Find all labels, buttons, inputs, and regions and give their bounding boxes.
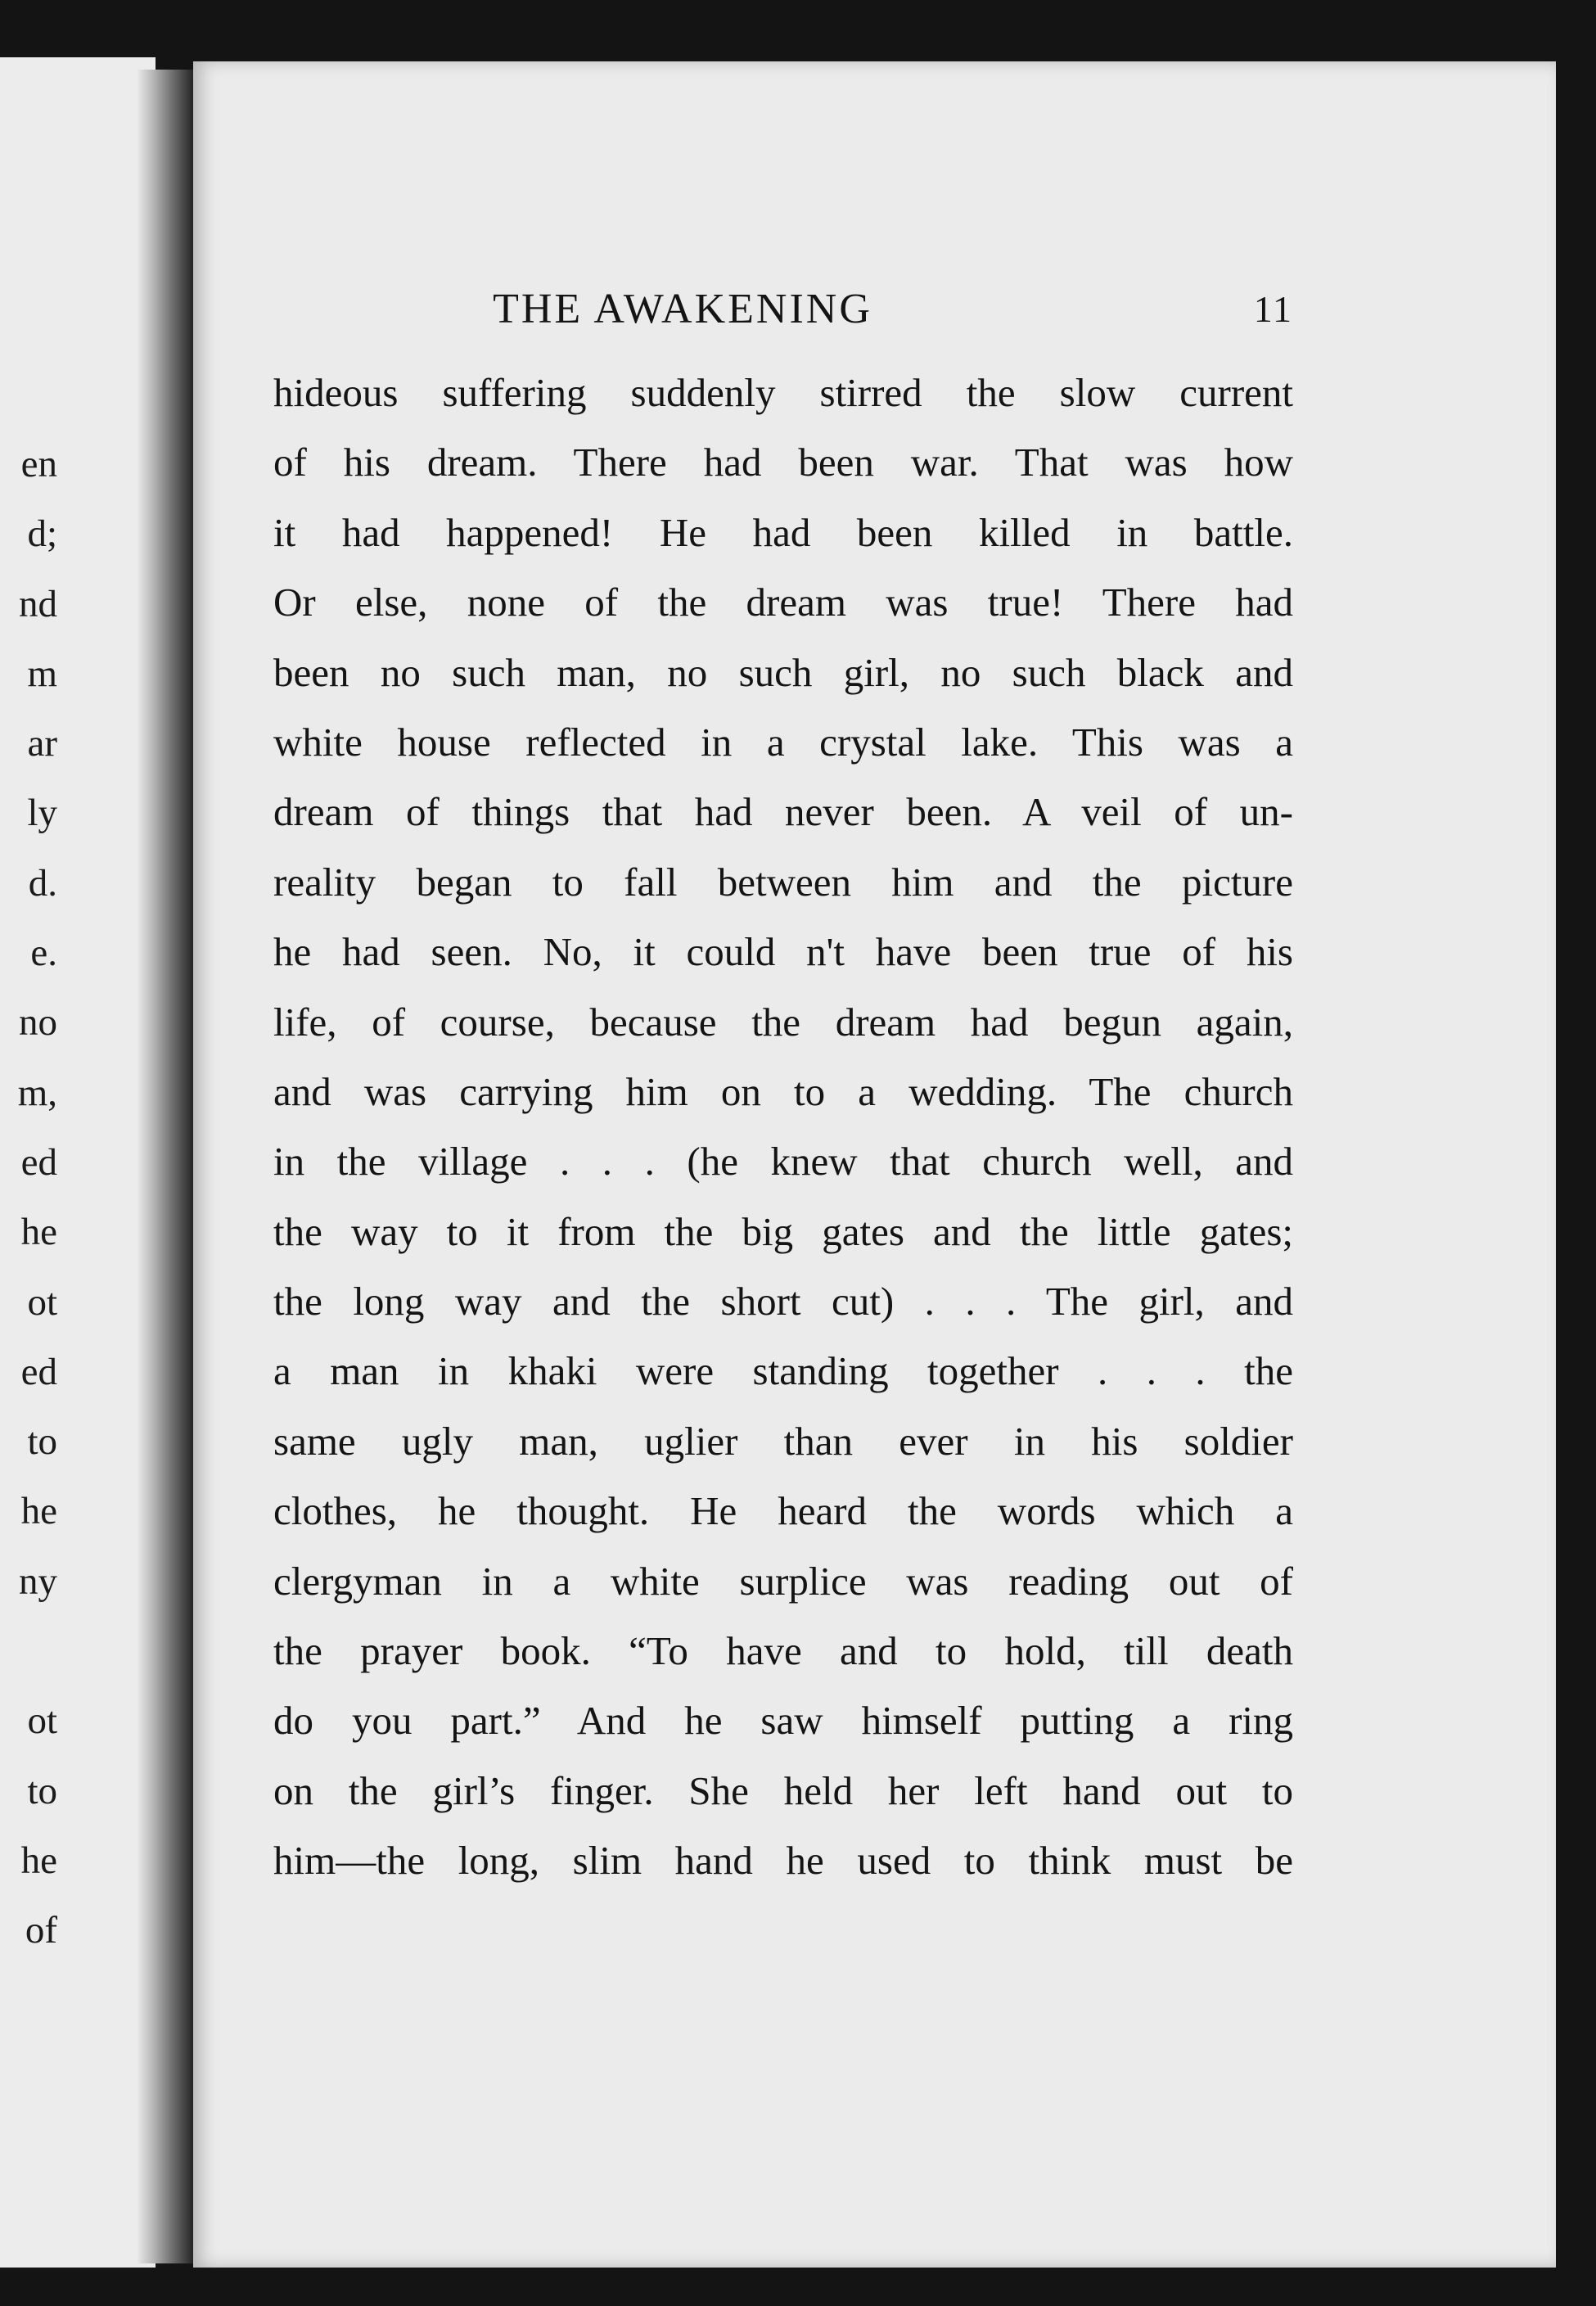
left-line: ar <box>27 722 57 765</box>
page-number: 11 <box>1253 288 1293 330</box>
text-line: the long way and the short cut) . . . The girl, and <box>273 1279 1293 1324</box>
left-line: he <box>20 1211 57 1254</box>
left-line: no <box>19 1001 57 1045</box>
left-line: ot <box>27 1280 57 1324</box>
left-line: ed <box>20 1350 57 1393</box>
text-line: of his dream. There had been war. That was how <box>273 440 1293 485</box>
text-line: white house reflected in a crystal lake. This was a <box>273 719 1293 765</box>
text-line: in the village . . . (he knew that church well, and <box>273 1139 1293 1185</box>
text-line: it had happened! He had been killed in battle. <box>273 509 1293 555</box>
left-line: he <box>20 1490 57 1533</box>
text-line: hideous suffering suddenly stirred the slow current <box>273 370 1293 415</box>
left-line: to <box>27 1420 57 1464</box>
text-line: a man in khaki were standing together . . . the <box>273 1348 1293 1394</box>
left-line <box>0 1617 57 1686</box>
left-line: to <box>27 1769 57 1812</box>
left-line: m <box>27 652 57 695</box>
page-body-text <box>273 358 1293 1896</box>
text-line: Or else, none of the dream was true! There had <box>273 580 1293 625</box>
left-line: e. <box>30 932 57 975</box>
book-gutter-shadow <box>138 70 201 2263</box>
text-line: dream of things that had never been. A veil of un- <box>273 789 1293 835</box>
left-line: ed <box>20 1140 57 1184</box>
text-line: the prayer book. “To have and to hold, till death <box>273 1628 1293 1674</box>
left-line: m, <box>17 1071 57 1114</box>
text-line: life, of course, because the dream had begun again, <box>273 999 1293 1045</box>
text-line: on the girl’s finger. She held her left hand out to <box>273 1767 1293 1813</box>
left-line: of <box>25 1909 57 1952</box>
left-page <box>0 57 156 2268</box>
text-line: him—the long, slim hand he used to think must be <box>273 1838 1293 1884</box>
left-page-text <box>0 430 57 1966</box>
text-line: do you part.” And he saw himself putting a ring <box>273 1698 1293 1744</box>
left-line: nd <box>19 582 57 625</box>
text-line: clothes, he thought. He heard the words which a <box>273 1488 1293 1534</box>
text-line: clergyman in a white surplice was reading out of <box>273 1558 1293 1604</box>
text-line: and was carrying him on to a wedding. The church <box>273 1068 1293 1114</box>
left-line: ly <box>27 792 57 835</box>
left-line: d; <box>27 512 57 556</box>
left-line: ny <box>19 1559 57 1603</box>
text-line: the way to it from the big gates and the little gates; <box>273 1208 1293 1254</box>
text-line: he had seen. No, it could n't have been true of his <box>273 929 1293 975</box>
text-line: reality began to fall between him and the picture <box>273 859 1293 905</box>
left-line: d. <box>28 861 57 905</box>
text-line: been no such man, no such girl, no such black and <box>273 649 1293 695</box>
chapter-title: THE AWAKENING <box>493 286 872 332</box>
running-head <box>273 277 1293 342</box>
left-line: ot <box>27 1699 57 1743</box>
left-line: en <box>20 443 57 485</box>
left-line: he <box>20 1839 57 1882</box>
text-line: same ugly man, uglier than ever in his soldier <box>273 1418 1293 1464</box>
